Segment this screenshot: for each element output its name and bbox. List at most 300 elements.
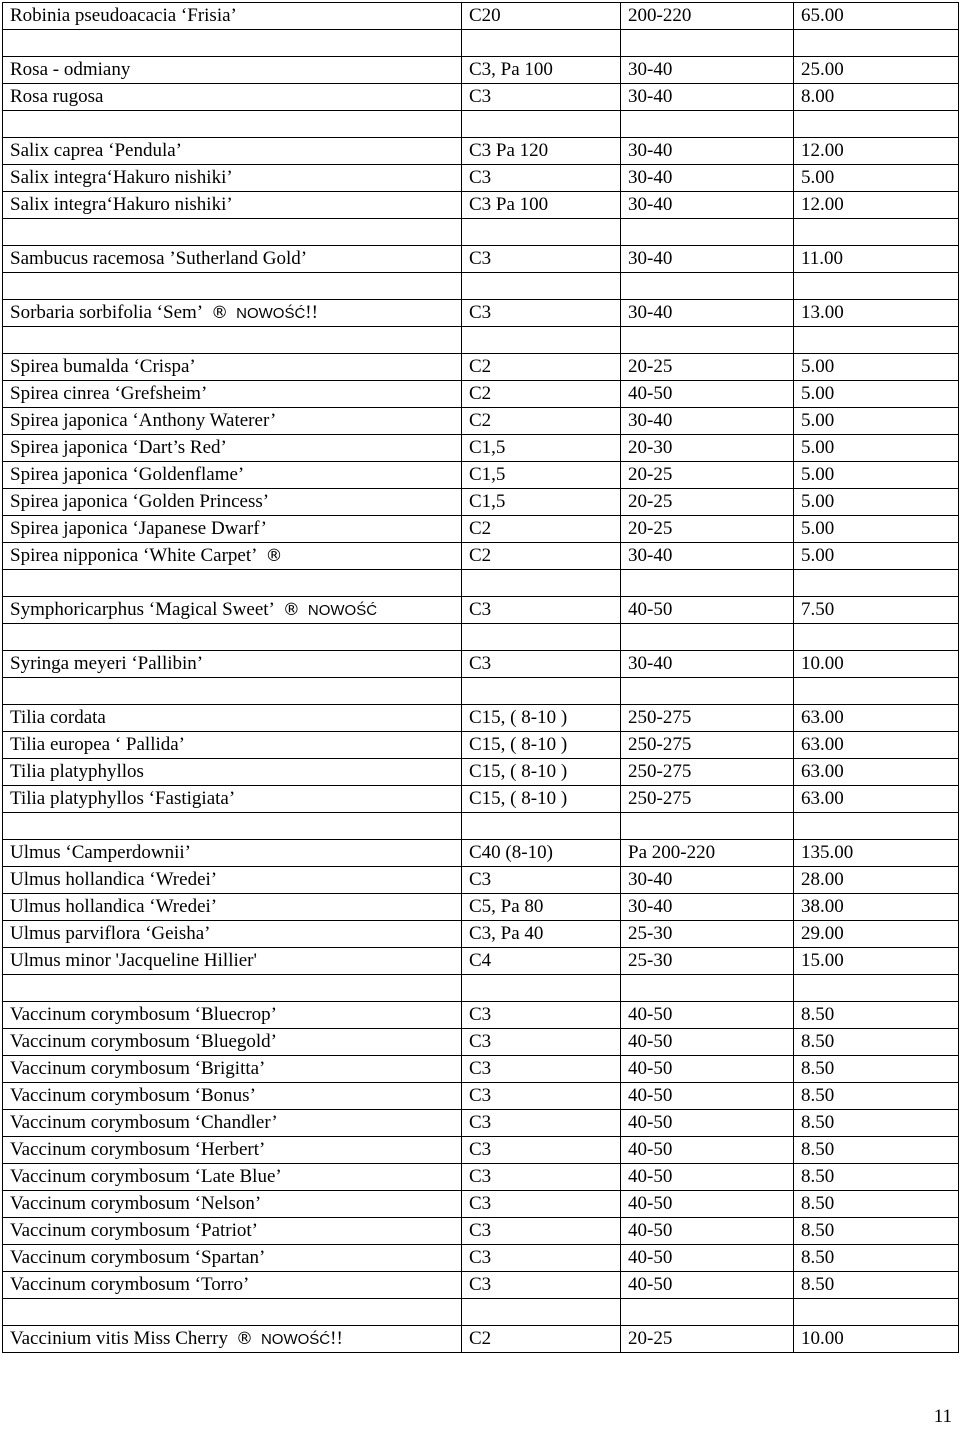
plant-row [3,1056,959,1083]
plant-name: Ulmus parviflora ‘Geisha’ [10,923,211,944]
price-cell: 12.00 [794,192,959,219]
height-cell: 30-40 [621,300,794,327]
height-cell: 30-40 [621,192,794,219]
empty-cell [794,327,959,354]
plant-name: Spirea japonica ‘Dart’s Red’ [10,437,227,458]
plant-row [3,1245,959,1272]
plant-name: Vaccinum corymbosum ‘Chandler’ [10,1112,278,1133]
plant-name: Rosa rugosa [10,86,104,107]
price-cell: 15.00 [794,948,959,975]
plant-row [3,1272,959,1299]
container-cell: C3 [462,1164,621,1191]
price-cell: 12.00 [794,138,959,165]
plant-row [3,462,959,489]
height-cell: 40-50 [621,597,794,624]
price-cell: 65.00 [794,3,959,30]
empty-cell [794,570,959,597]
container-cell: C3 [462,867,621,894]
plant-name-cell [3,1191,462,1218]
price-cell: 5.00 [794,435,959,462]
plant-name: Vaccinum corymbosum ‘Bluegold’ [10,1031,278,1052]
price-cell: 63.00 [794,786,959,813]
height-cell: 30-40 [621,543,794,570]
empty-cell [3,813,462,840]
plant-name: Spirea bumalda ‘Crispa’ [10,356,196,377]
empty-cell [462,678,621,705]
registered-trademark-icon: ® [282,599,300,620]
plant-name-cell [3,1164,462,1191]
empty-cell [794,975,959,1002]
plant-name-cell [3,516,462,543]
registered-trademark-icon: ® [265,546,283,566]
plant-name: Salix integra‘Hakuro nishiki’ [10,194,233,215]
plant-row [3,705,959,732]
plant-name-cell [3,381,462,408]
height-cell: 40-50 [621,1110,794,1137]
height-cell: 30-40 [621,84,794,111]
empty-cell [462,273,621,300]
height-cell: 40-50 [621,1083,794,1110]
plant-name: Vaccinum corymbosum ‘Herbert’ [10,1139,266,1160]
plant-name: Sorbaria sorbifolia ‘Sem’ [10,301,204,323]
plant-name-cell [3,840,462,867]
plant-name: Tilia platyphyllos ‘Fastigiata’ [10,788,236,809]
plant-row [3,246,959,273]
plant-name: Symphoricarphus ‘Magical Sweet’ [10,598,275,620]
exclamation-mark: !! [330,1327,343,1349]
spacer-row [3,624,959,651]
height-cell: 250-275 [621,786,794,813]
height-cell: 250-275 [621,732,794,759]
new-badge: NOWOŚĆ [236,304,306,322]
container-cell: C5, Pa 80 [462,894,621,921]
plant-row [3,489,959,516]
plant-row [3,1137,959,1164]
price-cell: 5.00 [794,489,959,516]
container-cell: C4 [462,948,621,975]
plant-row [3,1029,959,1056]
container-cell: C3 Pa 120 [462,138,621,165]
height-cell: 40-50 [621,1029,794,1056]
plant-name-cell [3,921,462,948]
price-cell: 28.00 [794,867,959,894]
plant-name: Vaccinum corymbosum ‘Bonus’ [10,1085,256,1106]
plant-name: Vaccinum corymbosum ‘Spartan’ [10,1247,266,1268]
plant-name-cell [3,84,462,111]
empty-cell [3,327,462,354]
price-cell: 8.50 [794,1272,959,1299]
plant-row [3,516,959,543]
height-cell: 40-50 [621,1164,794,1191]
price-cell: 5.00 [794,543,959,570]
empty-cell [621,678,794,705]
empty-cell [621,624,794,651]
container-cell: C3 [462,1137,621,1164]
price-cell: 135.00 [794,840,959,867]
empty-cell [794,30,959,57]
exclamation-mark: !! [305,301,318,323]
plant-row [3,3,959,30]
plant-name: Ulmus hollandica ‘Wredei’ [10,896,218,917]
price-cell: 8.50 [794,1002,959,1029]
container-cell: C1,5 [462,489,621,516]
height-cell: 200-220 [621,3,794,30]
registered-trademark-icon: ® [211,302,229,323]
empty-cell [621,570,794,597]
plant-name: Vaccinum corymbosum ‘Nelson’ [10,1193,262,1214]
container-cell: C20 [462,3,621,30]
container-cell: C2 [462,381,621,408]
spacer-row [3,570,959,597]
empty-cell [462,30,621,57]
price-cell: 8.50 [794,1164,959,1191]
container-cell: C3 [462,1272,621,1299]
empty-cell [462,570,621,597]
height-cell: 40-50 [621,381,794,408]
plant-name-cell [3,1326,462,1353]
height-cell: 40-50 [621,1245,794,1272]
plant-row [3,435,959,462]
plant-name-cell [3,705,462,732]
container-cell: C2 [462,1326,621,1353]
price-cell: 10.00 [794,651,959,678]
plant-row [3,921,959,948]
page-number: 11 [933,1406,952,1427]
spacer-row [3,273,959,300]
height-cell: 30-40 [621,57,794,84]
plant-name-cell [3,462,462,489]
container-cell: C3 [462,165,621,192]
height-cell: 20-25 [621,489,794,516]
plant-name: Spirea japonica ‘Anthony Waterer’ [10,410,277,431]
price-cell: 8.50 [794,1218,959,1245]
plant-name-cell [3,300,462,327]
plant-name-cell [3,1002,462,1029]
container-cell: C3 [462,300,621,327]
price-cell: 8.00 [794,84,959,111]
container-cell: C1,5 [462,462,621,489]
container-cell: C3 [462,651,621,678]
plant-name: Tilia cordata [10,707,106,728]
height-cell: 30-40 [621,894,794,921]
plant-name: Vaccinum corymbosum ‘Patriot’ [10,1220,259,1241]
plant-name-cell [3,1245,462,1272]
container-cell: C15, ( 8-10 ) [462,759,621,786]
plant-row [3,1326,959,1353]
container-cell: C3 [462,246,621,273]
price-cell: 8.50 [794,1029,959,1056]
empty-cell [621,111,794,138]
plant-row [3,759,959,786]
price-cell: 8.50 [794,1137,959,1164]
plant-name-cell [3,1029,462,1056]
empty-cell [794,1299,959,1326]
price-cell: 63.00 [794,705,959,732]
price-cell: 29.00 [794,921,959,948]
spacer-row [3,219,959,246]
price-cell: 5.00 [794,165,959,192]
price-cell: 5.00 [794,381,959,408]
plant-name: Tilia platyphyllos [10,761,144,782]
plant-row [3,84,959,111]
spacer-row [3,327,959,354]
container-cell: C3, Pa 100 [462,57,621,84]
plant-name-cell [3,165,462,192]
empty-cell [794,678,959,705]
container-cell: C3 Pa 100 [462,192,621,219]
plant-row [3,165,959,192]
empty-cell [3,1299,462,1326]
empty-cell [794,111,959,138]
price-cell: 7.50 [794,597,959,624]
plant-name-cell [3,1137,462,1164]
new-badge: NOWOŚĆ [307,601,378,619]
container-cell: C2 [462,516,621,543]
spacer-row [3,30,959,57]
price-cell: 8.50 [794,1083,959,1110]
plant-name-cell [3,1083,462,1110]
new-badge: NOWOŚĆ [260,1330,331,1348]
height-cell: 40-50 [621,1056,794,1083]
plant-row [3,381,959,408]
plant-name: Vaccinium vitis Miss Cherry [10,1327,228,1349]
empty-cell [621,813,794,840]
plant-name: Robinia pseudoacacia ‘Frisia’ [10,5,237,26]
plant-row [3,1164,959,1191]
empty-cell [3,678,462,705]
plant-row [3,192,959,219]
plant-name-cell [3,894,462,921]
price-cell: 8.50 [794,1245,959,1272]
plant-row [3,138,959,165]
height-cell: 30-40 [621,408,794,435]
price-cell: 10.00 [794,1326,959,1353]
container-cell: C3 [462,1218,621,1245]
height-cell: 20-25 [621,1326,794,1353]
height-cell: 25-30 [621,921,794,948]
container-cell: C3 [462,1110,621,1137]
height-cell: 25-30 [621,948,794,975]
plant-name-cell [3,3,462,30]
plant-name: Spirea cinrea ‘Grefsheim’ [10,383,208,404]
container-cell: C3 [462,1191,621,1218]
price-cell: 5.00 [794,516,959,543]
plant-name-cell [3,732,462,759]
plant-name: Sambucus racemosa ’Sutherland Gold’ [10,248,308,269]
empty-cell [621,30,794,57]
plant-row [3,651,959,678]
plant-name: Tilia europea ‘ Pallida’ [10,734,186,755]
height-cell: 40-50 [621,1272,794,1299]
container-cell: C3 [462,1245,621,1272]
plant-name: Vaccinum corymbosum ‘Bluecrop’ [10,1004,277,1025]
height-cell: 40-50 [621,1137,794,1164]
plant-name: Vaccinum corymbosum ‘Torro’ [10,1274,250,1295]
container-cell: C15, ( 8-10 ) [462,705,621,732]
plant-row [3,1083,959,1110]
plant-name-cell [3,948,462,975]
plant-name: Syringa meyeri ‘Pallibin’ [10,653,204,674]
plant-name: Spirea japonica ‘Japanese Dwarf’ [10,518,267,539]
empty-cell [462,813,621,840]
empty-cell [3,273,462,300]
plant-row [3,597,959,624]
plant-row [3,1110,959,1137]
plant-row [3,1002,959,1029]
plant-name-cell [3,57,462,84]
plant-name-cell [3,408,462,435]
plant-name-cell [3,354,462,381]
container-cell: C3 [462,1002,621,1029]
empty-cell [462,975,621,1002]
plant-name-cell [3,867,462,894]
price-cell: 8.50 [794,1110,959,1137]
plant-row [3,894,959,921]
plant-name-cell [3,138,462,165]
registered-trademark-icon: ® [235,1328,253,1349]
plant-name: Spirea nipponica ‘White Carpet’ [10,545,258,566]
container-cell: C2 [462,354,621,381]
plant-row [3,1191,959,1218]
empty-cell [621,327,794,354]
container-cell: C2 [462,408,621,435]
price-list-table [2,2,959,1353]
plant-row [3,948,959,975]
plant-row [3,1218,959,1245]
plant-name: Salix caprea ‘Pendula’ [10,140,182,161]
price-cell: 11.00 [794,246,959,273]
plant-name: Rosa - odmiany [10,59,131,80]
price-cell: 13.00 [794,300,959,327]
plant-name-cell [3,786,462,813]
price-cell: 5.00 [794,354,959,381]
plant-name-cell [3,246,462,273]
plant-row [3,732,959,759]
plant-name: Ulmus ‘Camperdownii’ [10,842,192,863]
container-cell: C40 (8-10) [462,840,621,867]
container-cell: C3 [462,1029,621,1056]
empty-cell [3,30,462,57]
container-cell: C3, Pa 40 [462,921,621,948]
price-cell: 8.50 [794,1191,959,1218]
empty-cell [794,219,959,246]
plant-row [3,786,959,813]
empty-cell [462,111,621,138]
empty-cell [794,624,959,651]
height-cell: Pa 200-220 [621,840,794,867]
empty-cell [3,219,462,246]
height-cell: 250-275 [621,759,794,786]
spacer-row [3,1299,959,1326]
price-cell: 25.00 [794,57,959,84]
height-cell: 40-50 [621,1191,794,1218]
height-cell: 250-275 [621,705,794,732]
container-cell: C3 [462,597,621,624]
plant-name: Spirea japonica ‘Goldenflame’ [10,464,245,485]
empty-cell [794,813,959,840]
plant-name-cell [3,759,462,786]
plant-name: Ulmus minor 'Jacqueline Hillier' [10,950,257,971]
height-cell: 20-25 [621,516,794,543]
container-cell: C15, ( 8-10 ) [462,732,621,759]
height-cell: 30-40 [621,867,794,894]
height-cell: 30-40 [621,651,794,678]
empty-cell [3,570,462,597]
empty-cell [3,975,462,1002]
plant-name-cell [3,435,462,462]
height-cell: 30-40 [621,138,794,165]
plant-name-cell [3,192,462,219]
spacer-row [3,813,959,840]
plant-row [3,840,959,867]
plant-name-cell [3,651,462,678]
height-cell: 40-50 [621,1218,794,1245]
empty-cell [3,111,462,138]
price-cell: 8.50 [794,1056,959,1083]
container-cell: C3 [462,1083,621,1110]
empty-cell [462,1299,621,1326]
plant-row [3,408,959,435]
plant-name-cell [3,597,462,624]
plant-name: Vaccinum corymbosum ‘Late Blue’ [10,1166,282,1187]
price-cell: 63.00 [794,759,959,786]
plant-name: Vaccinum corymbosum ‘Brigitta’ [10,1058,266,1079]
empty-cell [462,219,621,246]
height-cell: 30-40 [621,165,794,192]
price-cell: 5.00 [794,408,959,435]
plant-name: Ulmus hollandica ‘Wredei’ [10,869,218,890]
spacer-row [3,975,959,1002]
plant-row [3,300,959,327]
empty-cell [621,219,794,246]
plant-name-cell [3,1110,462,1137]
plant-row [3,867,959,894]
container-cell: C3 [462,84,621,111]
plant-name: Spirea japonica ‘Golden Princess’ [10,491,270,512]
empty-cell [3,624,462,651]
plant-row [3,57,959,84]
price-cell: 5.00 [794,462,959,489]
plant-name-cell [3,1272,462,1299]
height-cell: 40-50 [621,1002,794,1029]
container-cell: C15, ( 8-10 ) [462,786,621,813]
container-cell: C1,5 [462,435,621,462]
spacer-row [3,678,959,705]
height-cell: 30-40 [621,246,794,273]
plant-name-cell [3,489,462,516]
container-cell: C2 [462,543,621,570]
empty-cell [621,975,794,1002]
container-cell: C3 [462,1056,621,1083]
empty-cell [462,327,621,354]
height-cell: 20-25 [621,462,794,489]
spacer-row [3,111,959,138]
plant-name: Salix integra‘Hakuro nishiki’ [10,167,233,188]
plant-name-cell [3,1056,462,1083]
empty-cell [794,273,959,300]
plant-name-cell [3,1218,462,1245]
price-list-body [3,3,959,1353]
empty-cell [621,1299,794,1326]
price-cell: 38.00 [794,894,959,921]
plant-name-cell [3,543,462,570]
plant-row [3,543,959,570]
empty-cell [621,273,794,300]
plant-row [3,354,959,381]
empty-cell [462,624,621,651]
price-cell: 63.00 [794,732,959,759]
height-cell: 20-25 [621,354,794,381]
